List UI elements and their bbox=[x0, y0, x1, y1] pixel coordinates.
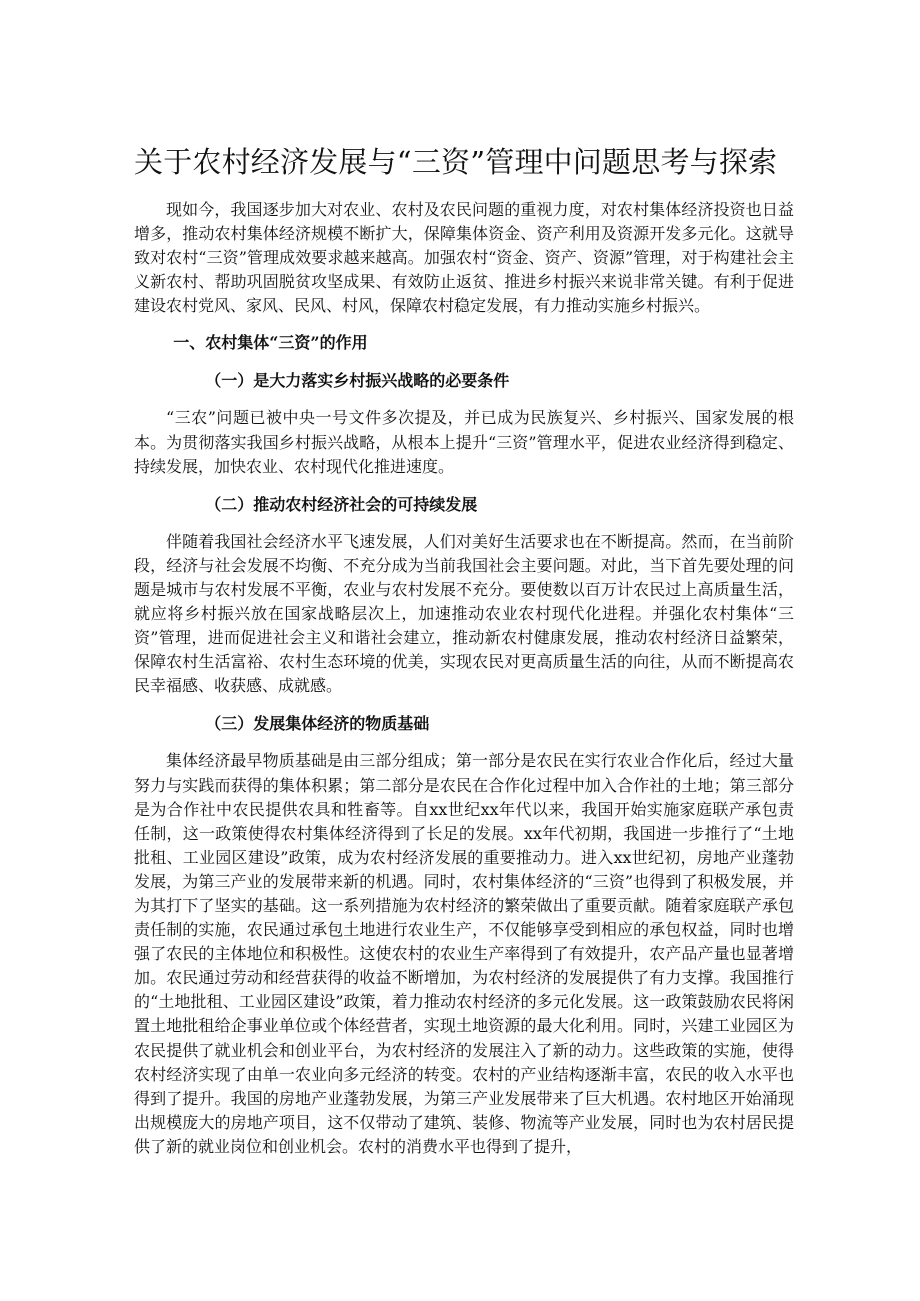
subsection-heading-3: （三）发展集体经济的物质基础 bbox=[205, 714, 430, 734]
document-body bbox=[134, 198, 794, 1159]
subsection-paragraph-2: 伴随着我国社会经济水平飞速发展，人们对美好生活要求也在不断提高。然而，在当前阶段，经济与社会发展不均衡、不充分成为当前我国社会主要问题。对此，当下首先要处理的问题是城市与农村发展不平衡，农业与农村发展不充分。要使数以百万计农民过上高质量生活，就应将乡村振兴放在国家战略层次上，加速推动农业农村现代化进程。并强化农村集体“三资”管理，进而促进社会主义和谐社会建立，推动新农村健康发展，推动农村经济日益繁荣，保障农村生活富裕、农村生态环境的优美，实现农民对更高质量生活的向往，从而不断提高农民幸福感、收获感、成就感。 bbox=[134, 531, 794, 696]
subsection-heading-1: （一）是大力落实乡村振兴战略的必要条件 bbox=[205, 371, 510, 391]
subsection-heading-2: （二）推动农村经济社会的可持续发展 bbox=[205, 494, 478, 514]
subsection-paragraph-1: “三农”问题已被中央一号文件多次提及，并已成为民族复兴、乡村振兴、国家发展的根本。为贯彻落实我国乡村振兴战略，从根本上提升“三资”管理水平，促进农业经济得到稳定、持续发展，加快农业、农村现代化推进速度。 bbox=[134, 408, 794, 476]
intro-paragraph: 现如今，我国逐步加大对农业、农村及农民问题的重视力度，对农村集体经济投资也日益增多，推动农村集体经济规模不断扩大，保障集体资金、资产利用及资源开发多元化。这就导致对农村“三资”管理成效要求越来越高。加强农村“资金、资产、资源”管理，对于构建社会主义新农村、帮助巩固脱贫攻坚成果、有效防止返贫、推进乡村振兴来说非常关键。有利于促进建设农村党风、家风、民风、村风，保障农村稳定发展，有力推动实施乡村振兴。 bbox=[134, 200, 794, 316]
section-heading-1: 一、农村集体“三资”的作用 bbox=[173, 333, 368, 353]
subsection-paragraph-3: 集体经济最早物质基础是由三部分组成；第一部分是农民在实行农业合作化后，经过大量努力与实践而获得的集体积累；第二部分是农民在合作化过程中加入合作社的土地；第三部分是为合作社中农民提供农具和牲畜等。自xx世纪xx年代以来，我国开始实施家庭联产承包责任制，这一政策使得农村集体经济得到了长足的发展。xx年代初期，我国进一步推行了“土地批租、工业园区建设”政策，成为农村经济发展的重要推动力。进入xx世纪初，房地产业蓬勃发展，为第三产业的发展带来新的机遇。同时，农村集体经济的“三资”也得到了积极发展，并为其打下了坚实的基础。这一系列措施为农村经济的繁荣做出了重要贡献。随着家庭联产承包责任制的实施，农民通过承包土地进行农业生产，不仅能够享受到相应的承包权益，同时也增强了农民的主体地位和积极性。这使农村的农业生产率得到了有效提升，农产品产量也显著增加。农民通过劳动和经营获得的收益不断增加，为农村经济的发展提供了有力支撑。我国推行的“土地批租、工业园区建设”政策，着力推动农村经济的多元化发展。这一政策鼓励农民将闲置土地批租给企事业单位或个体经营者，实现土地资源的最大化利用。同时，兴建工业园区为农民提供了就业机会和创业平台，为农村经济的发展注入了新的动力。这些政策的实施，使得农村经济实现了由单一农业向多元经济的转变。农村的产业结构逐渐丰富，农民的收入水平也得到了提升。我国的房地产业蓬勃发展，为第三产业发展带来了巨大机遇。农村地区开始涌现出规模庞大的房地产项目，这不仅带动了建筑、装修、物流等产业发展，同时也为农村居民提供了新的就业岗位和创业机会。农村的消费水平也得到了提升， bbox=[134, 751, 794, 1156]
document-title: 关于农村经济发展与“三资”管理中问题思考与探索 bbox=[134, 145, 778, 179]
